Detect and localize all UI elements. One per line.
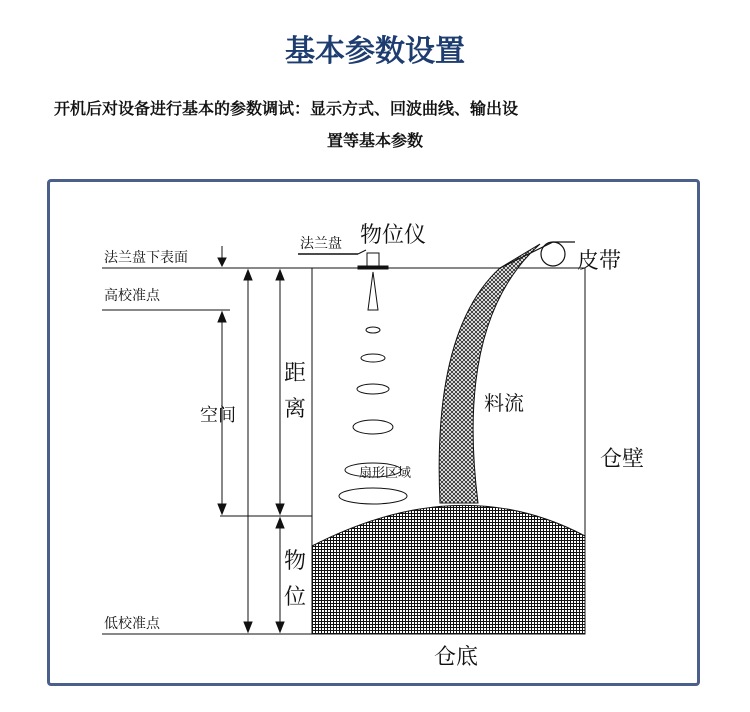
label-level-2: 位 [284,585,307,610]
label-belt: 皮带 [577,249,622,274]
label-silo-wall: 仓壁 [600,447,645,472]
material-pile [312,505,585,634]
label-fan-zone: 扇形区域 [359,466,412,481]
material-flow [439,244,540,503]
label-low-cal: 低校准点 [104,616,160,632]
page-title: 基本参数设置 [285,34,465,69]
label-high-cal: 高校准点 [104,288,160,304]
label-distance-2: 离 [284,397,307,422]
label-distance-1: 距 [284,361,307,386]
label-instrument: 物位仪 [360,223,427,248]
label-flange-bottom: 法兰盘下表面 [104,250,188,266]
dimension-arrows [218,246,284,632]
antenna-horn [368,272,378,310]
description-line-2: 置等基本参数 [326,131,423,150]
label-flange: 法兰盘 [300,236,342,252]
label-material-flow: 料流 [484,391,524,415]
label-space: 空间 [200,405,236,426]
label-level-1: 物 [284,549,307,574]
description-line-1: 开机后对设备进行基本的参数调试：显示方式、回波曲线、输出设 [54,99,519,118]
label-silo-bottom: 仓底 [434,645,479,670]
